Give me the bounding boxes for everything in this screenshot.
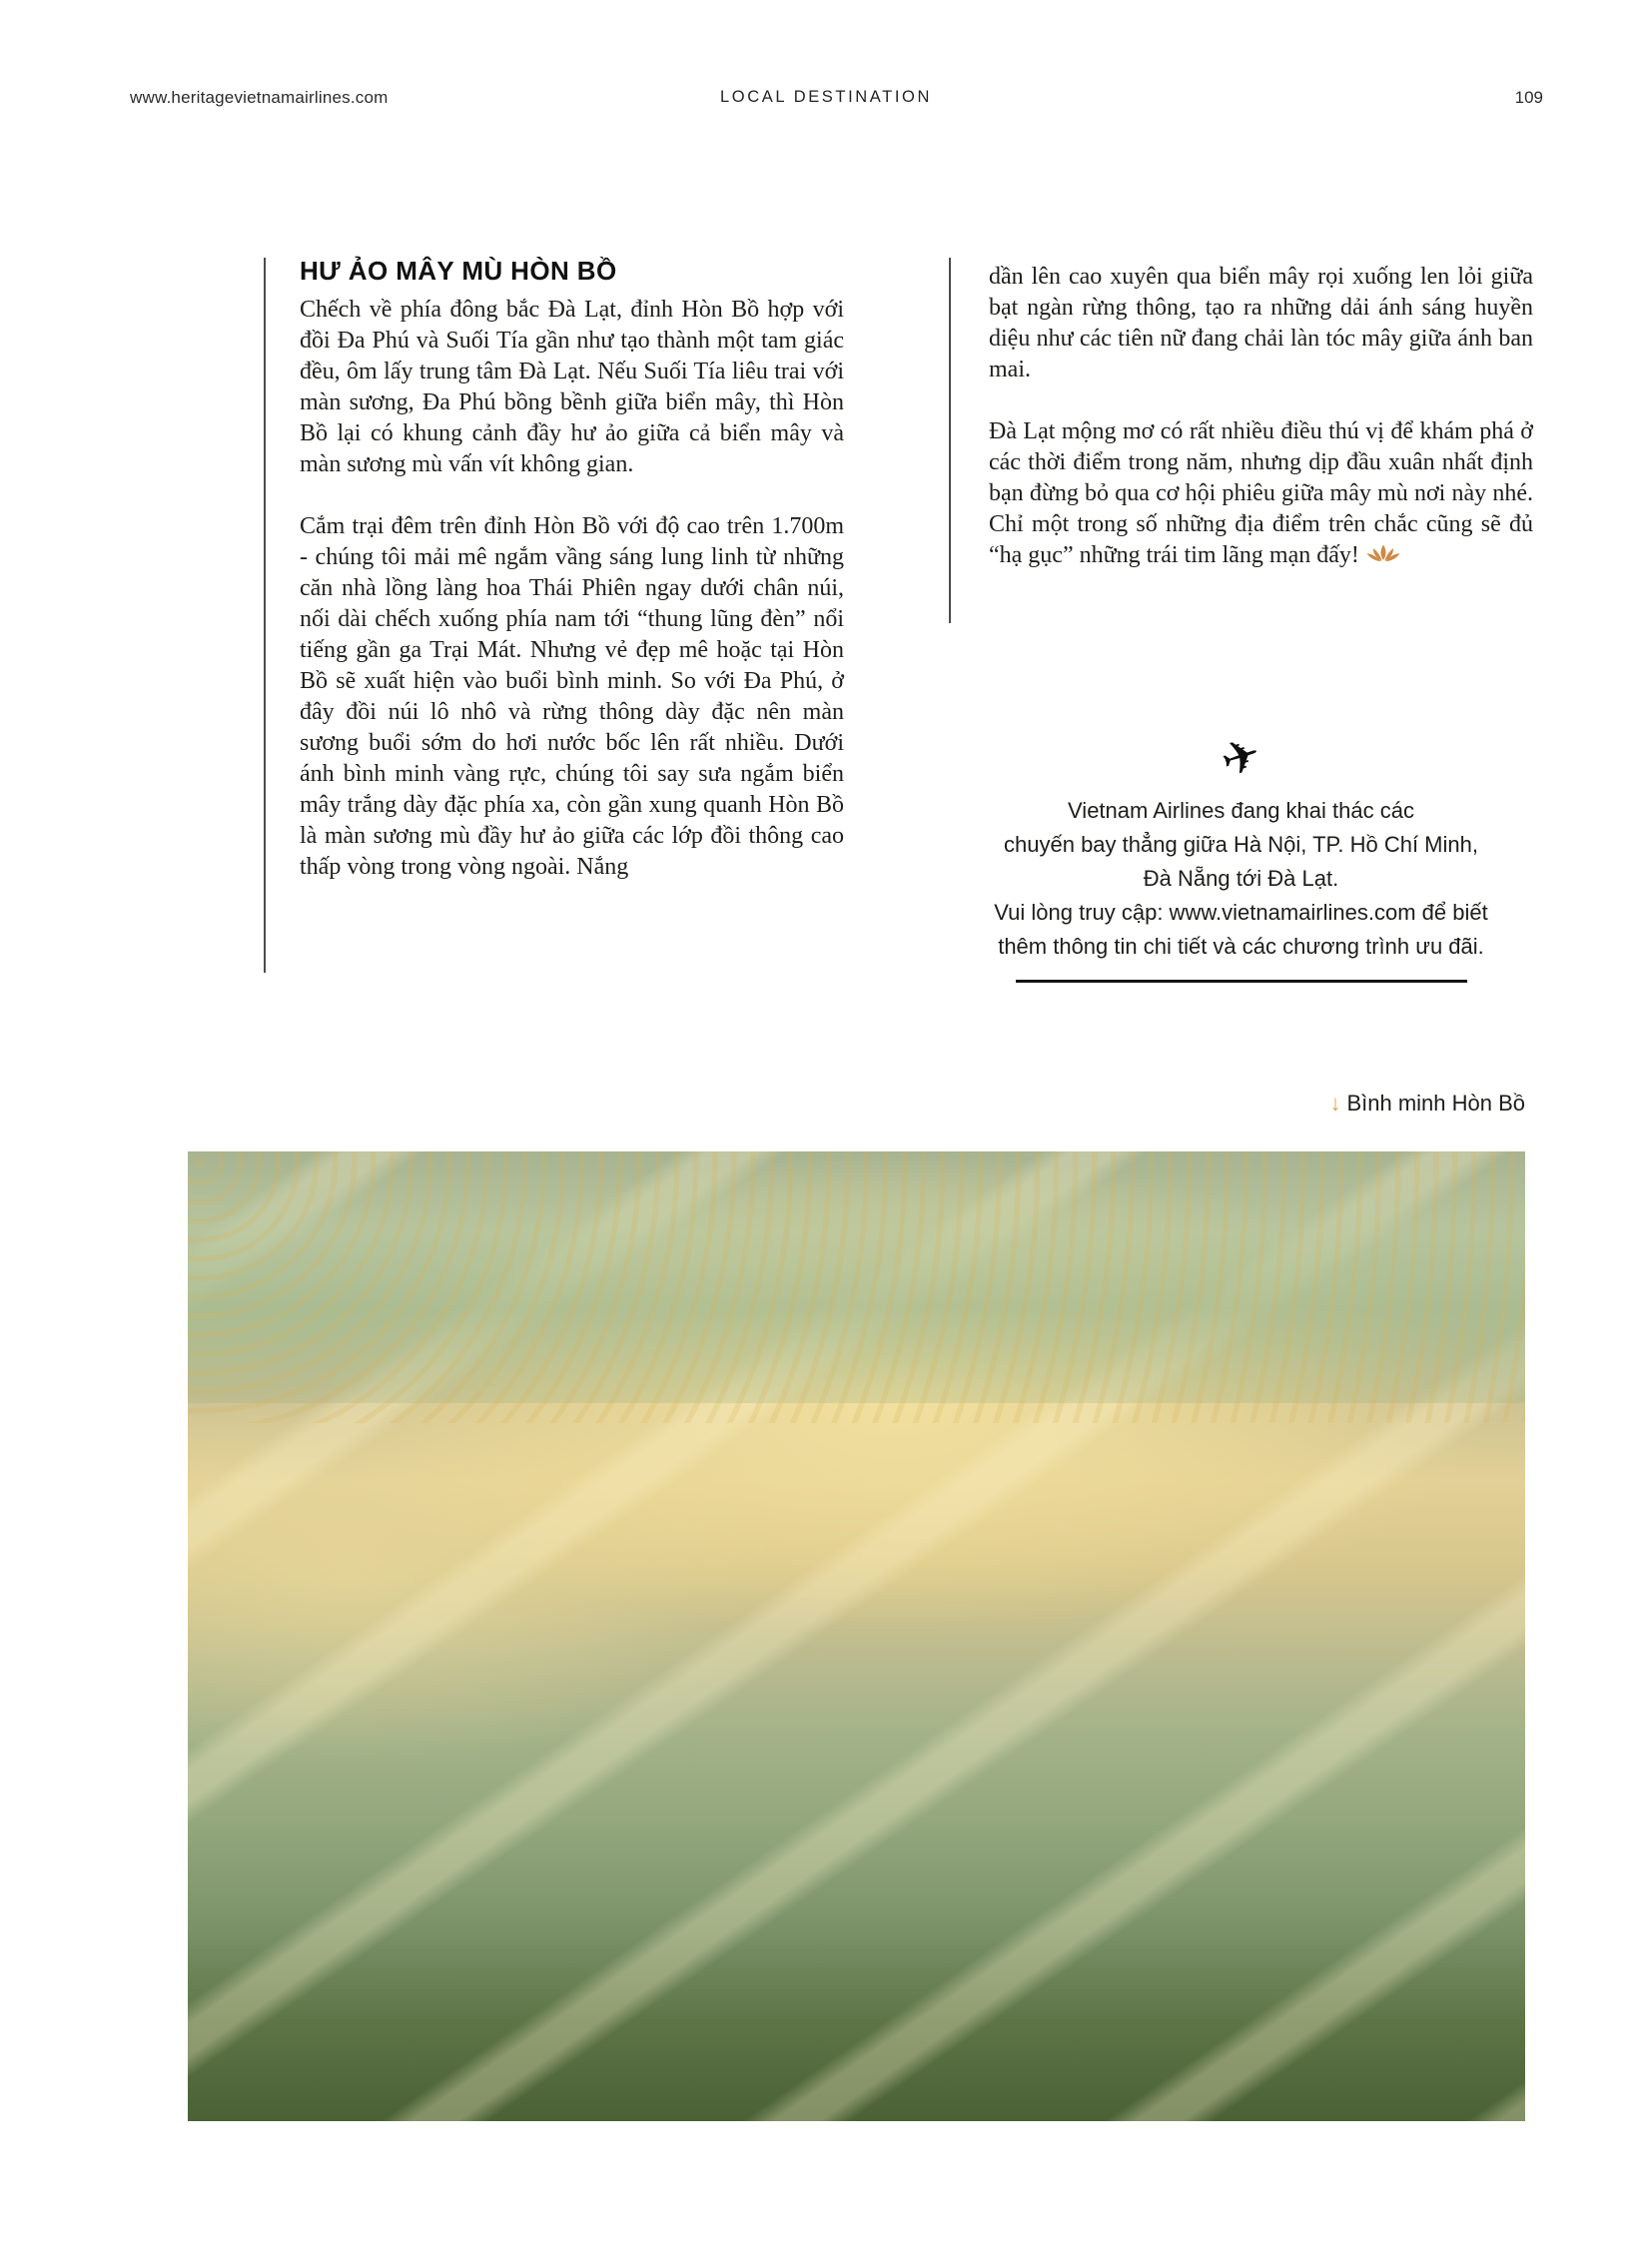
body-paragraph: dần lên cao xuyên qua biển mây rọi xuống len lỏi giữa bạt ngàn rừng thông, tạo ra những dải ánh sáng huyền diệu như các tiên nữ đang chải làn tóc mây giữa ánh ban mai.: [989, 264, 1533, 382]
flight-info-divider: [1016, 980, 1467, 983]
website-url: www.heritagevietnamairlines.com: [130, 88, 389, 107]
airplane-icon: ✈: [1215, 726, 1267, 788]
page-number: 109: [1514, 88, 1543, 107]
lotus-ornament-icon: [1365, 543, 1401, 565]
flight-info-line: thêm thông tin chi tiết và các chương trình ưu đãi.: [998, 934, 1484, 959]
page-header: [0, 88, 1652, 112]
photo-canopy-light-layer: [188, 1151, 1525, 1423]
right-column-rule: [949, 258, 951, 623]
left-column-rule: [264, 258, 266, 973]
section-title: LOCAL DESTINATION: [720, 88, 932, 106]
flight-info-line: Vui lòng truy cập: www.vietnamairlines.com để biết: [994, 900, 1488, 925]
paragraph-text: Đà Lạt mộng mơ có rất nhiều điều thú vị để khám phá ở các thời điểm trong năm, nhưng dịp đầu xuân nhất định bạn đừng bỏ qua cơ hội phiêu giữa mây mù nơi này nhé. Chỉ một trong số những địa điểm trên chắc cũng sẽ đủ “hạ gục” những trái tim lãng mạn đấy!: [989, 418, 1533, 568]
photo-caption: [1329, 1091, 1525, 1117]
article-left-column: [300, 255, 844, 883]
sunrise-photo: [188, 1151, 1525, 2121]
body-paragraph: Chếch về phía đông bắc Đà Lạt, đỉnh Hòn Bồ hợp với đồi Đa Phú và Suối Tía gần như tạo thành một tam giác đều, ôm lấy trung tâm Đà Lạt. Nếu Suối Tía liêu trai với màn sương, Đa Phú bồng bềnh giữa biển mây, thì Hòn Bồ lại có khung cảnh đầy hư ảo giữa cả biển mây và màn sương mù vấn vít không gian.: [300, 297, 844, 477]
photo-caption-text: Bình minh Hòn Bồ: [1346, 1091, 1525, 1116]
flight-info-line: Vietnam Airlines đang khai thác các: [1068, 798, 1414, 823]
article-heading: HƯ ẢO MÂY MÙ HÒN BỒ: [300, 256, 617, 286]
flight-info-line: chuyến bay thẳng giữa Hà Nội, TP. Hồ Chí Minh,: [1004, 832, 1478, 857]
down-arrow-icon: ↓: [1329, 1091, 1341, 1116]
body-paragraph: [989, 416, 1533, 571]
flight-info-line: Đà Nẵng tới Đà Lạt.: [1143, 866, 1339, 891]
body-paragraph: Cắm trại đêm trên đỉnh Hòn Bồ với độ cao trên 1.700m - chúng tôi mải mê ngắm vầng sáng lung linh từ những căn nhà lồng làng hoa Thái Phiên ngay dưới chân núi, nối dài chếch xuống phía nam tới “thung lũng đèn” nổi tiếng gần ga Trại Mát. Nhưng vẻ đẹp mê hoặc tại Hòn Bồ sẽ xuất hiện vào buổi bình minh. So với Đa Phú, ở đây đồi núi lô nhô và rừng thông dày đặc nên màn sương buổi sớm do hơi nước bốc lên rất nhiều. Dưới ánh bình minh vàng rực, chúng tôi say sưa ngắm biển mây trắng dày đặc phía xa, còn gần xung quanh Hòn Bồ là màn sương mù đầy hư ảo giữa các lớp đồi thông cao thấp vòng trong vòng ngoài. Nắng: [300, 513, 844, 880]
article-right-column: [989, 262, 1533, 571]
flight-info-box: [949, 726, 1533, 983]
